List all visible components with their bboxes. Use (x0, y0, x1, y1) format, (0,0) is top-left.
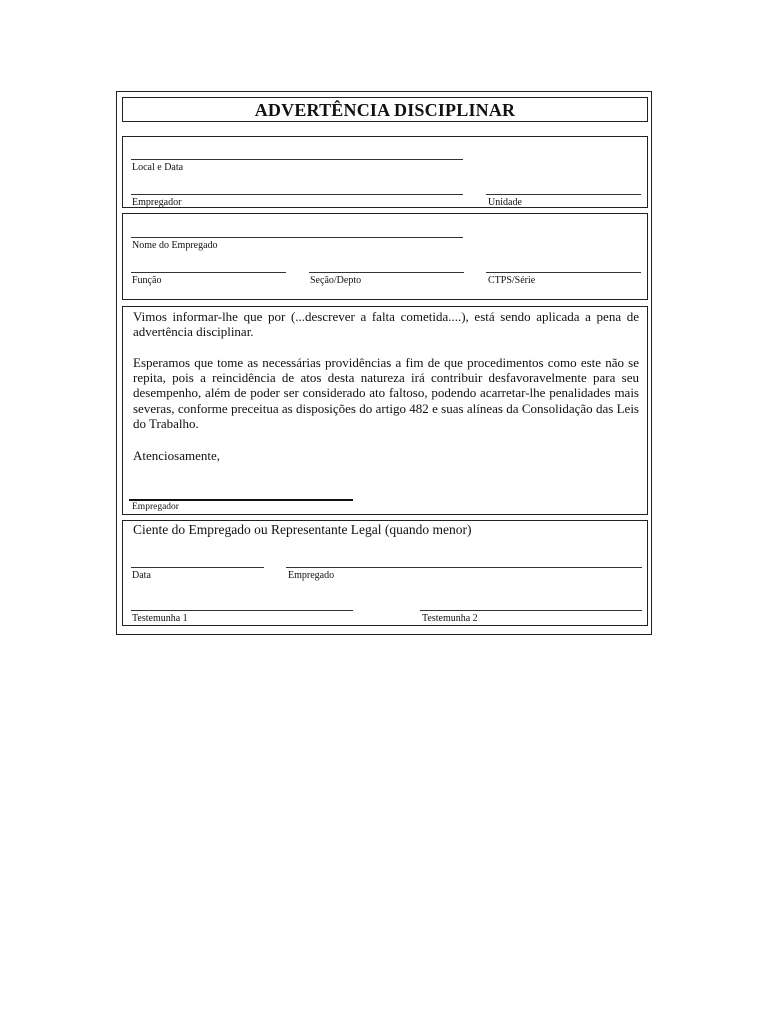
acknowledgement-box (122, 520, 648, 626)
disciplinary-form (116, 91, 652, 635)
testemunha2-line[interactable] (420, 610, 642, 611)
empregador-line[interactable] (131, 194, 463, 195)
unidade-label: Unidade (488, 197, 522, 208)
data-label: Data (132, 570, 151, 581)
empregado-label: Empregado (288, 570, 335, 581)
funcao-label: Função (132, 275, 162, 286)
funcao-line[interactable] (131, 272, 286, 273)
empregador-signature-label: Empregador (132, 502, 179, 512)
testemunha1-line[interactable] (131, 610, 353, 611)
expectation-paragraph: Esperamos que tome as necessárias providências a fim de que procedimentos como este não se repita, pois a reincidência de atos desta natureza irá contribuir desfavoravelmente para seu desempenho, além de poder ser considerado ato faltoso, podendo acarretar-lhe penalidades mais severas, conforme preceitua as disposições do artigo 482 e suas alíneas da Consolidação das Leis do Trabalho. (133, 355, 639, 431)
secao-label: Seção/Depto (310, 275, 362, 286)
warning-paragraph: Vimos informar-lhe que por (...descrever a falta cometida....), está sendo aplicada a pena de advertência disciplinar. (133, 309, 639, 340)
ctps-line[interactable] (486, 272, 641, 273)
acknowledgement-heading: Ciente do Empregado ou Representante Legal (quando menor) (133, 522, 472, 537)
local-data-line[interactable] (131, 159, 463, 160)
body-text-box (122, 306, 648, 515)
employee-fields-box (122, 213, 648, 300)
form-title: ADVERTÊNCIA DISCIPLINAR (254, 100, 516, 120)
empregado-line[interactable] (286, 567, 642, 568)
data-line[interactable] (131, 567, 264, 568)
closing-text: Atenciosamente, (133, 448, 220, 463)
testemunha1-label: Testemunha 1 (132, 613, 188, 624)
ctps-label: CTPS/Série (488, 275, 536, 286)
nome-empregado-label: Nome do Empregado (132, 240, 218, 251)
secao-line[interactable] (309, 272, 464, 273)
local-data-label: Local e Data (132, 162, 184, 173)
title-box (122, 97, 648, 122)
unidade-line[interactable] (486, 194, 641, 195)
empregador-signature-line[interactable] (129, 499, 353, 501)
header-fields-box (122, 136, 648, 208)
nome-empregado-line[interactable] (131, 237, 463, 238)
empregador-label: Empregador (132, 197, 182, 208)
testemunha2-label: Testemunha 2 (422, 613, 478, 624)
